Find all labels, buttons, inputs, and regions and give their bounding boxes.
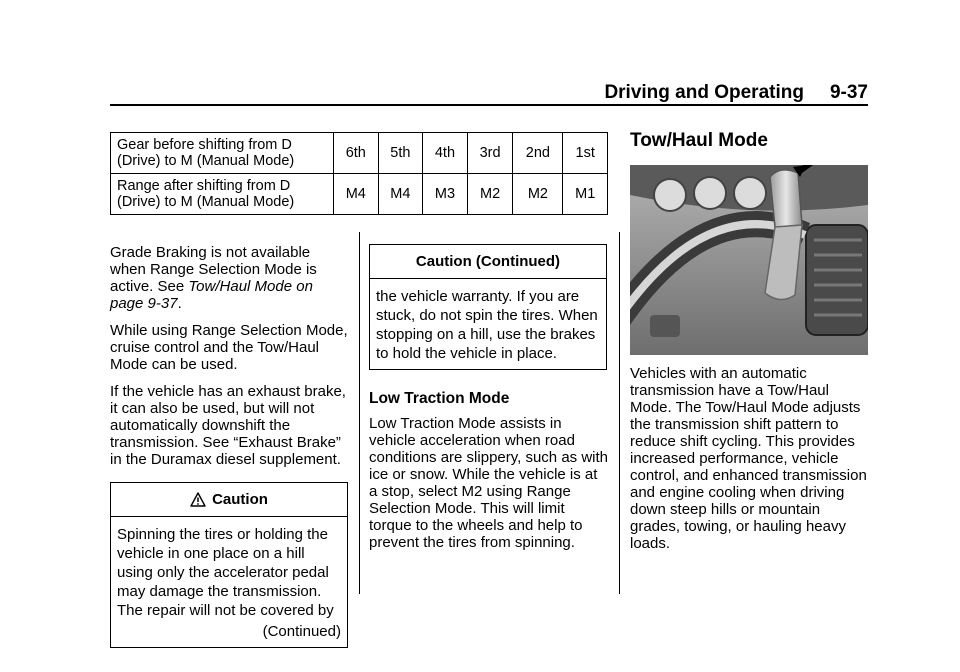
table-cell: M3 bbox=[423, 174, 468, 215]
table-cell: 2nd bbox=[513, 133, 563, 174]
row-label: Range after shifting from D (Drive) to M (Manual Mode) bbox=[111, 174, 334, 215]
caution-body: the vehicle warranty. If you are stuck, do not spin the tires. When stopping on a hill, use the brakes to hold the vehicle in place. bbox=[376, 288, 598, 362]
page-number: 9-37 bbox=[829, 82, 868, 103]
shift-lever-photo-illustration bbox=[630, 165, 868, 355]
table-cell: 3rd bbox=[467, 133, 513, 174]
table-cell: M4 bbox=[378, 174, 423, 215]
paragraph: If the vehicle has an exhaust brake, it can also be used, but will not automatically downshift the transmission. See “Exhaust Brake” in the Duramax diesel supplement. bbox=[110, 383, 346, 468]
table-cell: M4 bbox=[334, 174, 379, 215]
caution-title: Caution bbox=[111, 483, 347, 517]
section-title: Driving and Operating bbox=[604, 82, 804, 103]
warning-triangle-icon bbox=[190, 492, 206, 507]
table-cell: 6th bbox=[334, 133, 379, 174]
row-label: Gear before shifting from D (Drive) to M (Manual Mode) bbox=[111, 133, 334, 174]
header-rule bbox=[110, 104, 868, 106]
column-1 bbox=[110, 244, 350, 648]
caution-title: Caution (Continued) bbox=[370, 245, 606, 279]
paragraph: Vehicles with an automatic transmission have a Tow/Haul Mode. The Tow/Haul Mode adjusts the transmission shift pattern to reduce shift cycling. This provides increased performance, vehicle control, and enhanced transmission and engine cooling when driving down steep hills or mountain grades, towing, or hauling heavy loads. bbox=[630, 365, 867, 552]
table-cell: M1 bbox=[563, 174, 608, 215]
caution-body: Spinning the tires or holding the vehicle in one place on a hill using only the accelerator pedal may damage the transmission. The repair will not be covered by (Continued) bbox=[117, 526, 341, 640]
continued-label: (Continued) bbox=[262, 623, 341, 640]
column-divider bbox=[619, 232, 620, 594]
caution-box-continued bbox=[369, 244, 607, 370]
paragraph: While using Range Selection Mode, cruise control and the Tow/Haul Mode can be used. bbox=[110, 322, 348, 373]
tow-haul-button-photo bbox=[630, 165, 868, 355]
table-cell: 1st bbox=[563, 133, 608, 174]
column-2 bbox=[369, 244, 609, 561]
table-cell: 4th bbox=[423, 133, 468, 174]
column-divider bbox=[359, 232, 360, 594]
table-row bbox=[111, 133, 608, 174]
page-header bbox=[604, 82, 868, 104]
cross-reference: Tow/Haul Mode on page 9-37 bbox=[110, 278, 313, 312]
paragraph: Grade Braking is not available when Range Selection Mode is active. See Tow/Haul Mode on page 9-37. bbox=[110, 244, 317, 312]
section-heading: Low Traction Mode bbox=[369, 390, 510, 407]
paragraph: Low Traction Mode assists in vehicle acceleration when road conditions are slippery, such as with ice or snow. While the vehicle is at a stop, select M2 using Range Selection Mode. This will limit torque to the wheels and help to prevent the tires from spinning. bbox=[369, 415, 609, 551]
caution-box bbox=[110, 482, 348, 648]
table-cell: M2 bbox=[513, 174, 563, 215]
column-3 bbox=[630, 132, 870, 562]
section-heading: Tow/Haul Mode bbox=[630, 130, 768, 151]
table-row bbox=[111, 174, 608, 215]
table-cell: M2 bbox=[467, 174, 513, 215]
table-cell: 5th bbox=[378, 133, 423, 174]
gear-range-table bbox=[110, 132, 608, 215]
